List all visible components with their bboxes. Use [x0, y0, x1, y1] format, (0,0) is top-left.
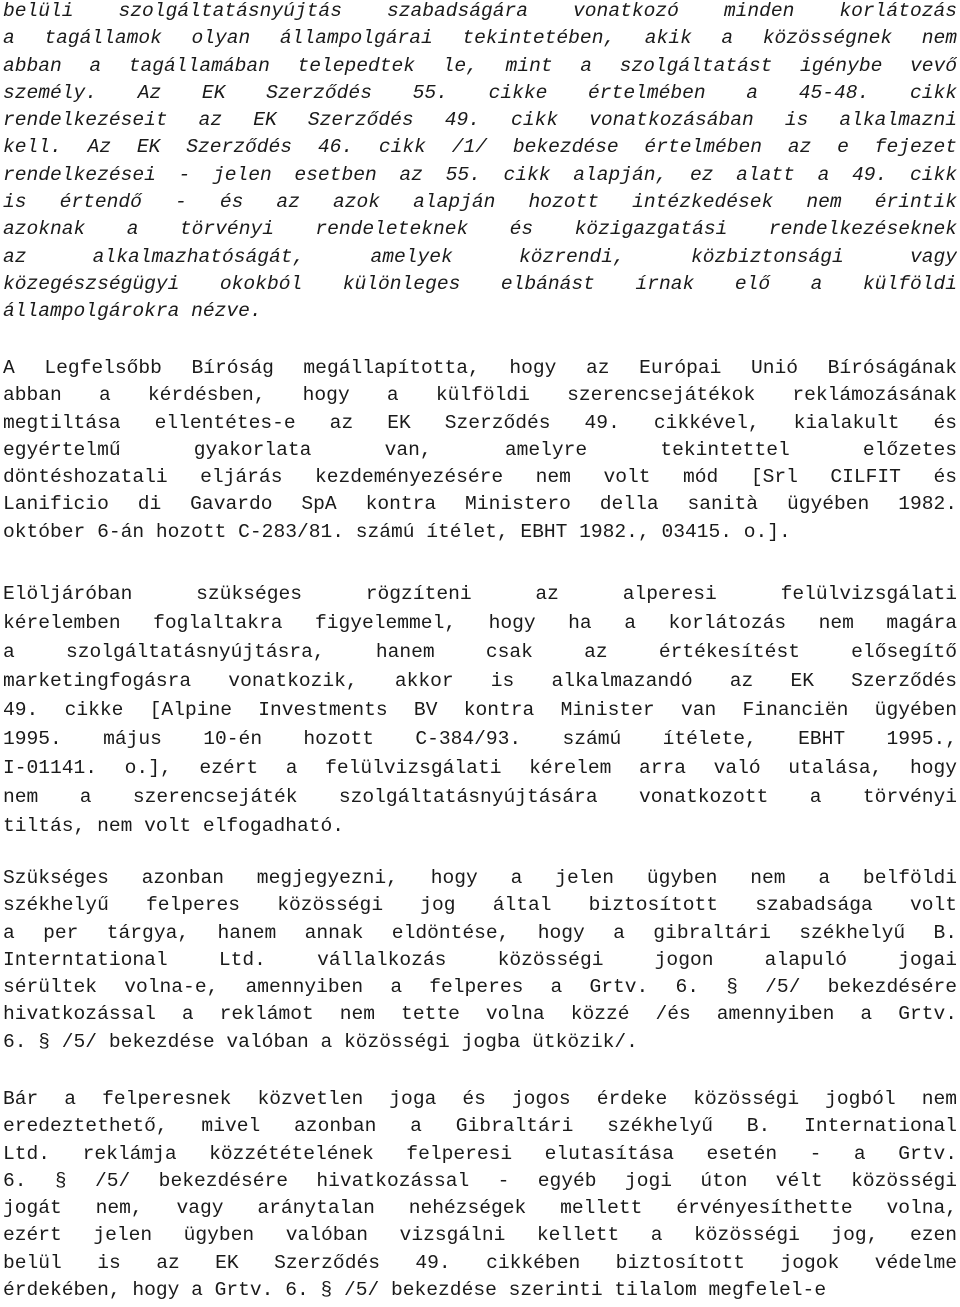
text-line: döntéshozatali eljárás kezdeményezésére nem volt mód [Srl CILFIT és	[3, 466, 957, 489]
text-line: Bár a felperesnek közvetlen joga és jogos érdeke közösségi jogból nem	[3, 1088, 957, 1110]
text-line: is értendő - és az azok alapján hozott intézkedések nem érintik	[3, 191, 957, 214]
text-line: marketingfogásra vonatkozik, akkor is alkalmazandó az EK Szerződés	[3, 670, 957, 692]
text-line: hivatkozással a reklámot nem tette volna közzé /és amennyiben a Grtv.	[3, 1003, 957, 1026]
text-line: a per tárgya, hanem annak eldöntése, hogy a gibraltári székhelyű B.	[3, 921, 957, 944]
text-line: jogát nem, vagy aránytalan nehézségek mellett érvényesíthette volna,	[3, 1197, 957, 1220]
text-line: 6. § /5/ bekezdése valóban a közösségi jogba ütközik/.	[3, 1030, 638, 1053]
text-line: 6. § /5/ bekezdésére hivatkozással - egyéb jogi úton vélt közösségi	[3, 1169, 957, 1192]
text-line: belüli szolgáltatásnyújtás szabadságára vonatkozó minden korlátozás	[3, 0, 957, 22]
text-line: kérelemben foglaltakra figyelemmel, hogy ha a korlátozás nem magára	[3, 612, 957, 634]
text-line: 1995. május 10-én hozott C-384/93. számú ítélete, EBHT 1995.,	[3, 728, 957, 750]
text-line: abban a kérdésben, hogy a külföldi szerencsejátékok reklámozásának	[3, 384, 957, 407]
text-line: október 6-án hozott C-283/81. számú ítélet, EBHT 1982., 03415. o.].	[3, 520, 791, 543]
text-line: kell. Az EK Szerződés 46. cikk /1/ bekezdése értelmében az e fejezet	[3, 136, 957, 159]
text-line: eredeztethető, mivel azonban a Gibraltári székhelyű B. International	[3, 1115, 957, 1138]
text-line: tiltás, nem volt elfogadható.	[3, 815, 344, 837]
text-line: az alkalmazhatóságát, amelyek közrendi, közbiztonsági vagy	[3, 245, 957, 268]
text-line: egyértelmű gyakorlata van, amelyre tekintettel előzetes	[3, 438, 957, 461]
text-line: nem a szerencsejáték szolgáltatásnyújtására vonatkozott a törvényi	[3, 786, 957, 808]
text-line: közegészségügyi okokból különleges elbánást írnak elő a külföldi	[3, 272, 957, 295]
text-line: rendelkezéseit az EK Szerződés 49. cikk vonatkozásában is alkalmazni	[3, 109, 957, 132]
text-line: ezért jelen ügyben valóban vizsgálni kellett a közösségi jog, ezen	[3, 1224, 957, 1247]
text-line: Elöljáróban szükséges rögzíteni az alperesi felülvizsgálati	[3, 583, 957, 605]
paragraph-2	[3, 355, 957, 546]
paragraph-5	[3, 1086, 957, 1304]
paragraph-1	[3, 0, 957, 326]
text-line: Ltd. reklámja közzétételének felperesi elutasítása esetén - a Grtv.	[3, 1142, 957, 1165]
text-line: A Legfelsőbb Bíróság megállapította, hogy az Európai Unió Bíróságának	[3, 357, 957, 379]
text-line: a szolgáltatásnyújtásra, hanem csak az értékesítést elősegítő	[3, 641, 957, 663]
paragraph-3	[3, 580, 957, 841]
text-line: Szükséges azonban megjegyezni, hogy a jelen ügyben nem a belföldi	[3, 867, 957, 889]
text-line: Lanificio di Gavardo SpA kontra Ministero della sanità ügyében 1982.	[3, 493, 957, 516]
text-line: rendelkezései - jelen esetben az 55. cikk alapján, ez alatt a 49. cikk	[3, 163, 957, 186]
text-line: 49. cikke [Alpine Investments BV kontra Minister van Financiën ügyében	[3, 699, 957, 721]
text-line: abban a tagállamában telepedtek le, mint a szolgáltatást igénybe vevő	[3, 54, 957, 77]
text-line: I-01141. o.], ezért a felülvizsgálati kérelem arra való utalása, hogy	[3, 757, 957, 779]
text-line: a tagállamok olyan állampolgárai tekintetében, akik a közösségnek nem	[3, 27, 957, 50]
text-line: Interntational Ltd. vállalkozás közösségi jogon alapuló jogai	[3, 948, 957, 971]
text-line: belül is az EK Szerződés 49. cikkében biztosított jogok védelme	[3, 1251, 957, 1274]
text-line: személy. Az EK Szerződés 55. cikke értelmében a 45-48. cikk	[3, 81, 957, 104]
text-line: érdekében, hogy a Grtv. 6. § /5/ bekezdése szerinti tilalom megfelel-e	[3, 1279, 827, 1302]
text-line: azoknak a törvényi rendeleteknek és közigazgatási rendelkezéseknek	[3, 218, 957, 241]
paragraph-4	[3, 865, 957, 1056]
text-line: állampolgárokra nézve.	[3, 300, 262, 323]
text-line: megtiltása ellentétes-e az EK Szerződés 49. cikkével, kialakult és	[3, 411, 957, 434]
text-line: székhelyű felperes közösségi jog által biztosított szabadsága volt	[3, 894, 957, 917]
text-line: sérültek volna-e, amennyiben a felperes a Grtv. 6. § /5/ bekezdésére	[3, 976, 957, 999]
